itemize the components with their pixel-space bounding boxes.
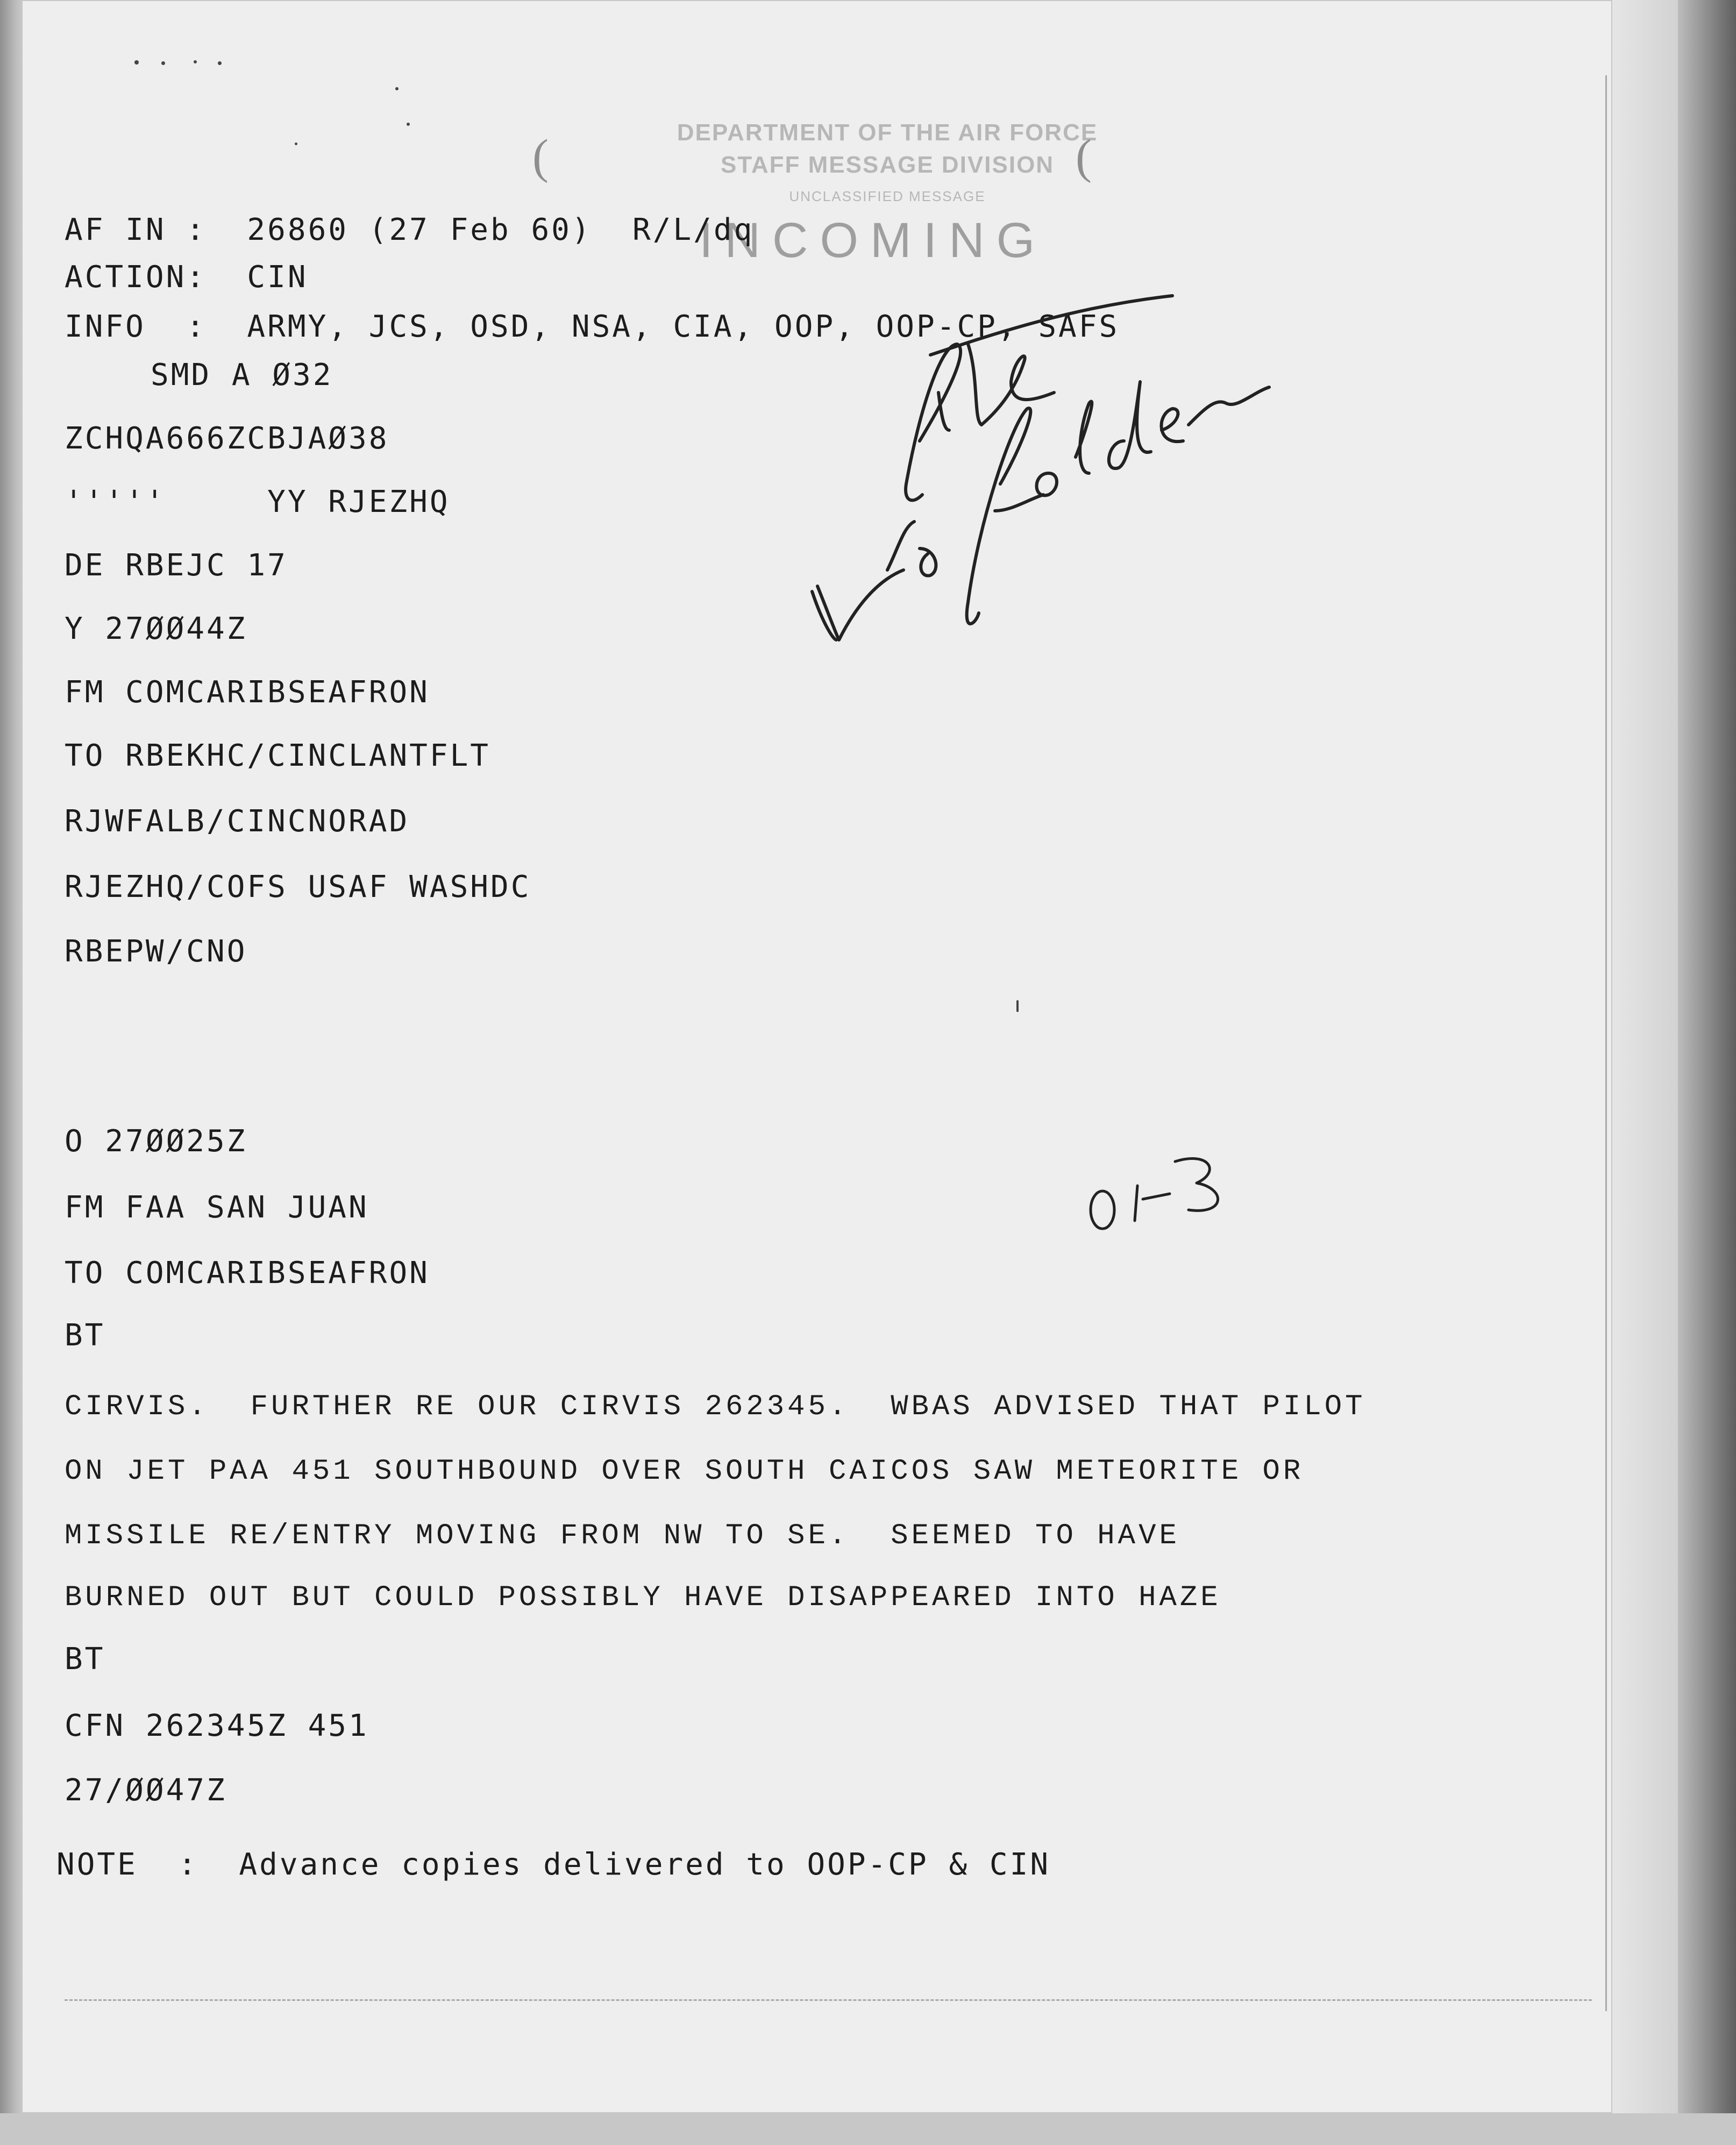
routing-line: Y 27ØØ44Z bbox=[65, 611, 247, 646]
action-line: ACTION: CIN bbox=[65, 260, 308, 295]
stamp-bracket-left: ( bbox=[532, 130, 549, 183]
stamp-bracket-right: ( bbox=[1076, 130, 1092, 183]
relay-line: BT bbox=[65, 1318, 105, 1353]
scan-speck bbox=[407, 123, 410, 126]
scan-speck bbox=[194, 60, 197, 63]
body-line: CIRVIS. FURTHER RE OUR CIRVIS 262345. WBAS ADVISED THAT PILOT bbox=[65, 1391, 1366, 1423]
page-edge-bottom bbox=[65, 1999, 1592, 2001]
handwritten-file-ufo-folder bbox=[796, 269, 1280, 645]
closing-line: CFN 262345Z 451 bbox=[65, 1708, 369, 1743]
scanner-edge-shadow bbox=[1678, 0, 1736, 2145]
incoming-stamp: INCOMING bbox=[699, 213, 1047, 268]
body-line: MISSILE RE/ENTRY MOVING FROM NW TO SE. SEEMED TO HAVE bbox=[65, 1520, 1180, 1552]
closing-line: BT bbox=[65, 1642, 105, 1677]
stamp-line-3: UNCLASSIFIED MESSAGE bbox=[789, 188, 986, 204]
routing-line: FM COMCARIBSEAFRON bbox=[65, 675, 430, 710]
scan-speck bbox=[134, 60, 139, 65]
relay-line: TO COMCARIBSEAFRON bbox=[65, 1256, 430, 1291]
scan-speck bbox=[1016, 1000, 1019, 1012]
body-line: ON JET PAA 451 SOUTHBOUND OVER SOUTH CAICOS SAW METEORITE OR bbox=[65, 1455, 1304, 1488]
scan-speck bbox=[395, 87, 399, 90]
handwritten-page-mark bbox=[1081, 1140, 1280, 1248]
smd-line: SMD A Ø32 bbox=[151, 358, 333, 393]
routing-line: RJWFALB/CINCNORAD bbox=[65, 804, 410, 839]
stamp-line-1: DEPARTMENT OF THE AIR FORCE bbox=[677, 119, 1098, 146]
scan-speck bbox=[161, 61, 165, 65]
routing-line: ZCHQA666ZCBJAØ38 bbox=[65, 421, 389, 456]
page-edge-right bbox=[1605, 75, 1607, 2011]
note-line: NOTE : Advance copies delivered to OOP-CP & CIN bbox=[56, 1847, 1051, 1882]
routing-line: DE RBEJC 17 bbox=[65, 548, 288, 583]
routing-line: ''''' YY RJEZHQ bbox=[65, 484, 450, 519]
routing-line: RBEPW/CNO bbox=[65, 934, 247, 969]
routing-line: TO RBEKHC/CINCLANTFLT bbox=[65, 738, 491, 773]
body-line: BURNED OUT BUT COULD POSSIBLY HAVE DISAPPEARED INTO HAZE bbox=[65, 1581, 1221, 1614]
relay-line: O 27ØØ25Z bbox=[65, 1124, 247, 1159]
relay-line: FM FAA SAN JUAN bbox=[65, 1190, 369, 1225]
closing-line: 27/ØØ47Z bbox=[65, 1773, 227, 1808]
info-line: INFO : ARMY, JCS, OSD, NSA, CIA, OOP, OOP-CP, SAFS bbox=[65, 309, 1120, 344]
stamp-line-2: STAFF MESSAGE DIVISION bbox=[720, 152, 1055, 178]
scan-speck bbox=[295, 142, 297, 145]
routing-line: RJEZHQ/COFS USAF WASHDC bbox=[65, 870, 531, 904]
af-in-line: AF IN : 26860 (27 Feb 60) R/L/dq bbox=[65, 212, 755, 247]
scanner-bottom-strip bbox=[0, 2113, 1736, 2145]
scan-speck bbox=[218, 61, 222, 65]
